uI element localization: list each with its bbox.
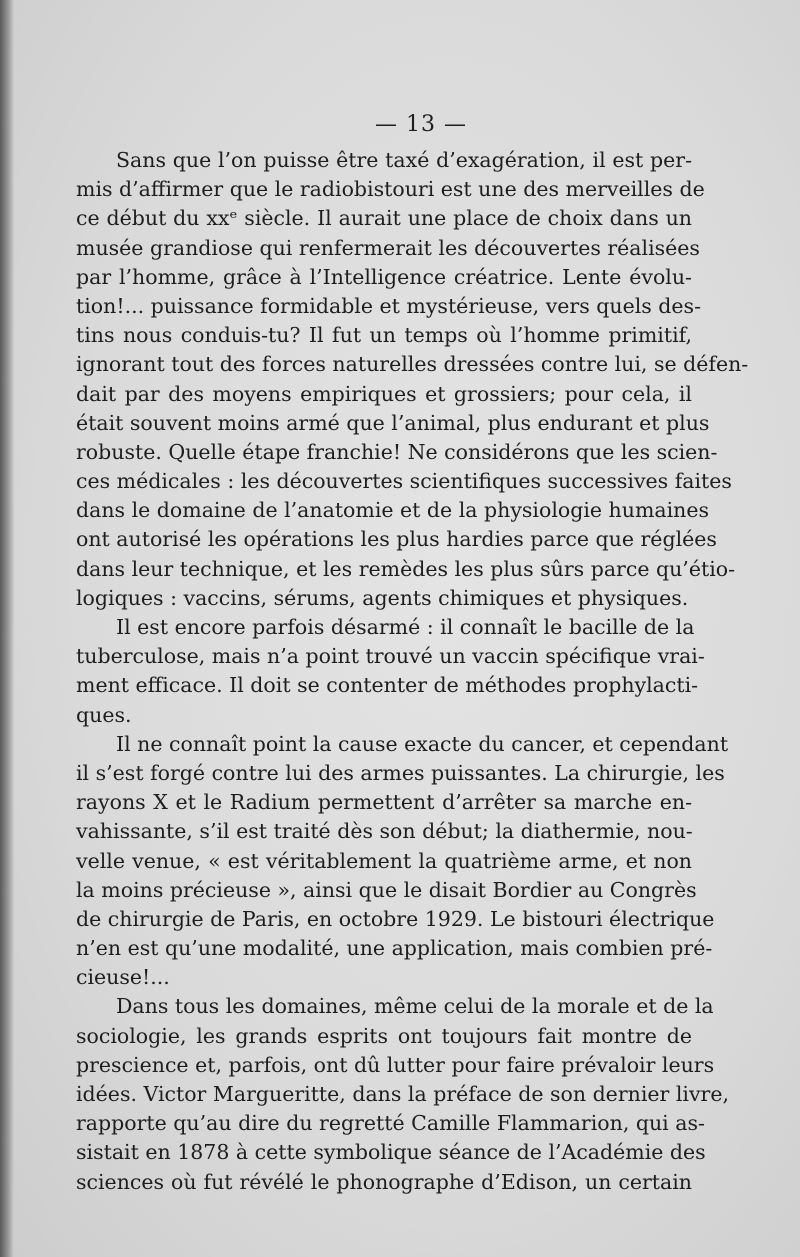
text-line: n’en est qu’une modalité, une application, mais combien pré- (76, 936, 713, 961)
text-line: sciences où fut révélé le phonographe d’Edison, un certain (76, 1169, 692, 1194)
text-line: la moins précieuse », ainsi que le disait Bordier au Congrès (76, 877, 697, 902)
text-line: dait par des moyens empiriques et grossiers; pour cela, il (76, 381, 692, 406)
text-line: Il est encore parfois désarmé : il connaît le bacille de la (116, 615, 695, 639)
text-line: logiques : vaccins, sérums, agents chimiques et physiques. (76, 585, 689, 610)
text-line: ce début du xxᵉ siècle. Il aurait une place de choix dans un (76, 206, 692, 231)
text-line: ment efficace. Il doit se contenter de méthodes prophylacti- (76, 673, 699, 698)
text-line: dans le domaine de l’anatomie et de la physiologie humaines (76, 498, 710, 523)
text-line: par l’homme, grâce à l’Intelligence créatrice. Lente évolu- (76, 264, 692, 289)
text-line: dans leur technique, et les remèdes les plus sûrs parce qu’étio- (76, 556, 736, 581)
text-line: ignorant tout des forces naturelles dressées contre lui, se défen- (76, 352, 749, 377)
text-line: robuste. Quelle étape franchie! Ne considérons que les scien- (76, 439, 718, 464)
book-page (14, 0, 800, 1257)
text-line: sistait en 1878 à cette symbolique séance de l’Académie des (76, 1140, 706, 1165)
text-line: de chirurgie de Paris, en octobre 1929. Le bistouri électrique (76, 906, 715, 931)
text-line: idées. Victor Margueritte, dans la préface de son dernier livre, (76, 1082, 729, 1106)
text-line: mis d’affirmer que le radiobistouri est une des merveilles de (76, 177, 705, 202)
text-line: vahissante, s’il est traité dès son début; la diathermie, nou- (76, 819, 693, 844)
body-text (76, 146, 749, 1197)
text-line: musée grandiose qui renfermerait les découvertes réalisées (76, 235, 700, 260)
text-line: ques. (76, 702, 132, 727)
text-line: il s’est forgé contre lui des armes puissantes. La chirurgie, les (76, 760, 725, 785)
text-line: prescience et, parfois, ont dû lutter pour faire prévaloir leurs (76, 1052, 715, 1077)
text-line: tion!... puissance formidable et mystérieuse, vers quels des- (76, 293, 701, 318)
text-line: cieuse!... (76, 965, 170, 990)
text-line: Il ne connaît point la cause exacte du cancer, et cependant (116, 731, 729, 756)
page-number: — 13 — (375, 112, 467, 137)
text-line: rapporte qu’au dire du regretté Camille Flammarion, qui as- (76, 1111, 705, 1136)
text-line: sociologie, les grands esprits ont toujours fait montre de (76, 1023, 692, 1048)
page-binding-shadow (0, 0, 14, 1257)
text-line: Sans que l’on puisse être taxé d’exagération, il est per- (116, 148, 692, 172)
text-line: velle venue, « est véritablement la quatrième arme, et non (76, 848, 692, 873)
text-line: ont autorisé les opérations les plus hardies parce que réglées (76, 527, 717, 552)
text-line: Dans tous les domaines, même celui de la morale et de la (116, 994, 714, 1019)
text-line: était souvent moins armé que l’animal, plus endurant et plus (76, 410, 710, 435)
text-line: tins nous conduis-tu? Il fut un temps où l’homme primitif, (76, 323, 692, 348)
text-line: rayons X et le Radium permettent d’arrêter sa marche en- (76, 790, 692, 815)
text-line: tuberculose, mais n’a point trouvé un vaccin spécifique vrai- (76, 644, 705, 669)
text-line: ces médicales : les découvertes scientifiques successives faites (76, 469, 732, 494)
